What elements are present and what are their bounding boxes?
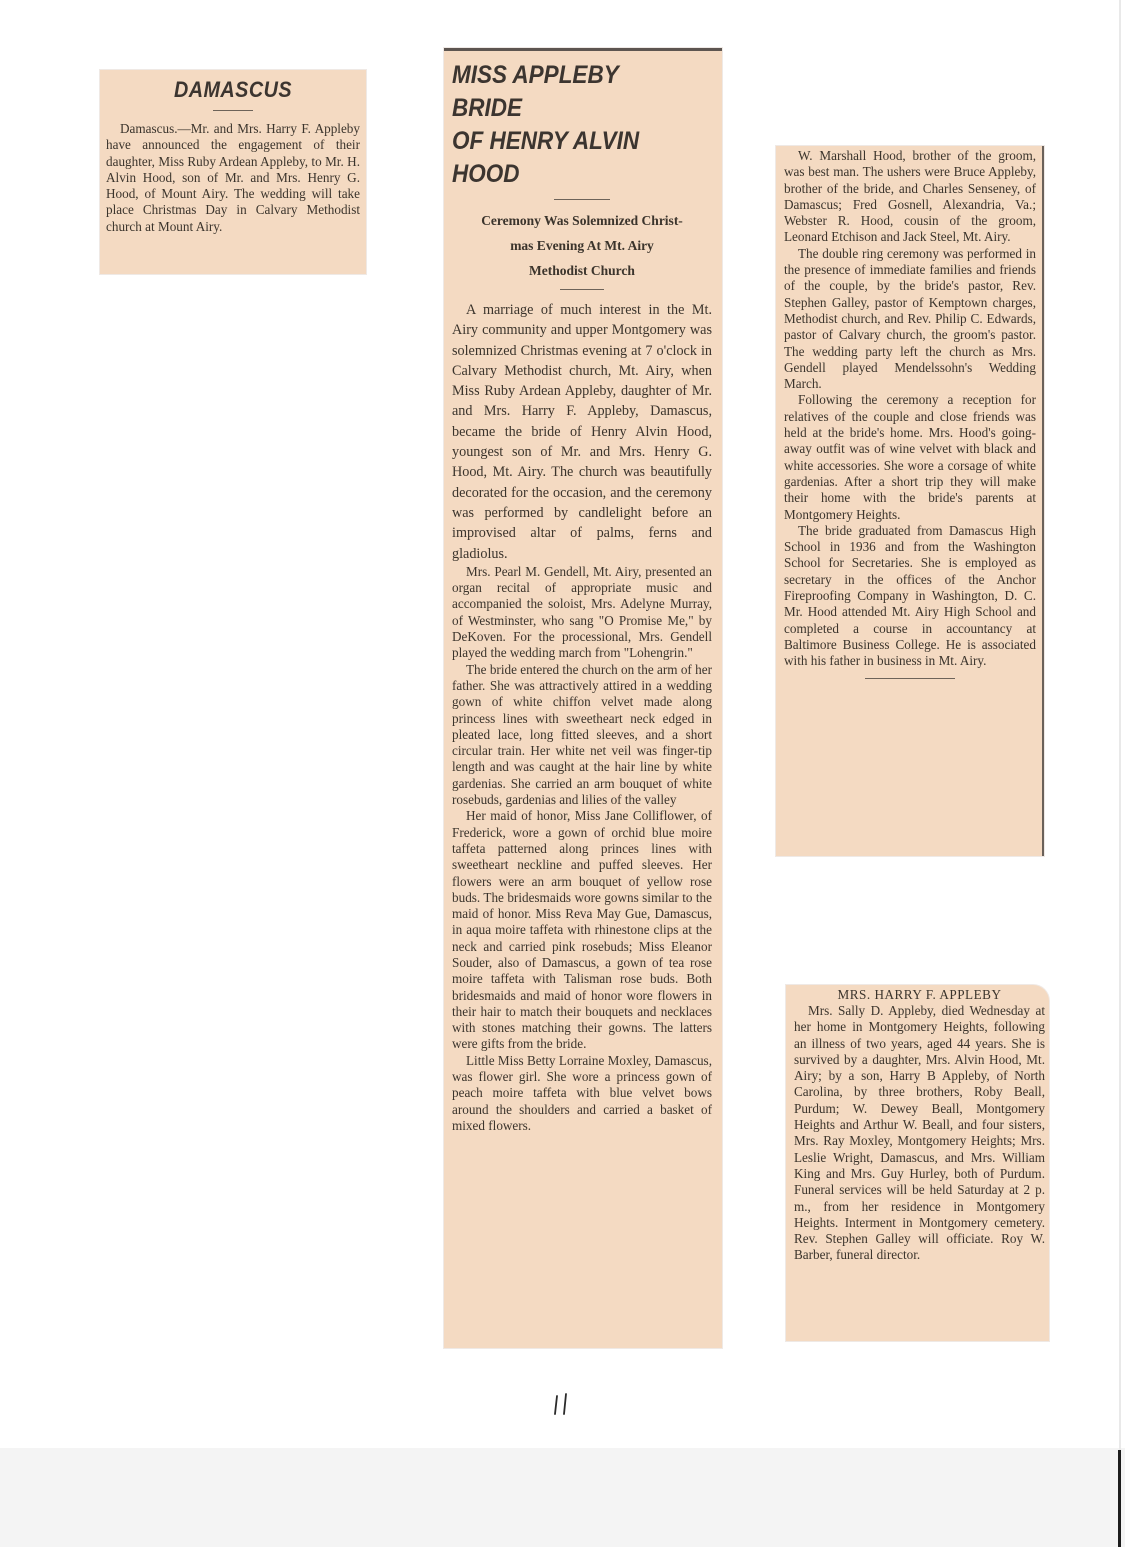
damascus-body: Damascus.—Mr. and Mrs. Harry F. Appleby have announced the engagement of their daughter, Miss Ruby Ardean Appleby, to Mr. H. Alvin Hood, son of Mr. and Mrs. Henry G. Hood, of Mount Airy. The wedding will take place Christmas Day in Calvary Methodist church at Mount Airy.: [106, 121, 360, 234]
continuation-paragraph-3: Following the ceremony a reception for relatives of the couple and close friends was held at the bride's home. Mrs. Hood's going-away outfit was of wine velvet with black and white accessories. She wore a corsage of white gardenias. After a short trip they will make their home with the bride's parents at Montgomery Heights.: [784, 392, 1036, 522]
wedding-article-clipping: [444, 48, 722, 1348]
wedding-subheadline: [452, 208, 712, 283]
obituary-title: MRS. HARRY F. APPLEBY: [837, 987, 1002, 1002]
obituary-clipping: [786, 985, 1049, 1341]
subhead-line-1: Ceremony Was Solemnized Christ-: [481, 213, 683, 228]
wedding-paragraph-1: A marriage of much interest in the Mt. Airy community and upper Montgomery was solemnized Christmas evening at 7 o'clock in Calvary Methodist church, Mt. Airy, when Miss Ruby Ardean Appleby, daughter of Mr. and Mrs. Harry F. Appleby, Damascus, became the bride of Henry Alvin Hood, youngest son of Mr. and Mrs. Henry G. Hood, Mt. Airy. The church was beautifully decorated for the occasion, and the ceremony was performed by candlelight before an improvised altar of palms, ferns and gladiolus.: [452, 302, 712, 562]
headline-rule: [554, 199, 610, 200]
damascus-engagement-clipping: [100, 70, 366, 274]
wedding-paragraph-3: The bride entered the church on the arm of her father. She was attractively attired in a wedding gown of white chiffon velvet made along princess lines with sweetheart neck edged in pleated lace, long fitted sleeves, and a short circular train. Her white net veil was finger-tip length and was caught at the hair line by white gardenias. She carried an arm bouquet of white rosebuds, gardenias and lilies of the valley: [452, 661, 712, 808]
obituary-body: Mrs. Sally D. Appleby, died Wednesday at her home in Montgomery Heights, following an illness of two years, aged 44 years. She is survived by a daughter, Mrs. Alvin Hood, Mt. Airy; by a son, Harry B Appleby, of North Carolina, by three brothers, Roby Beall, Purdum; W. Dewey Beall, Montgomery Heights and Arthur W. Beall, and four sisters, Mrs. Ray Moxley, Montgomery Heights; Mrs. Leslie Wright, Damascus, and Mrs. William King and Mrs. Guy Hurley, both of Purdum. Funeral services will be held Saturday at 2 p. m., from her residence in Montgomery Heights. Interment in Montgomery cemetery. Rev. Stephen Galley will officiate. Roy W. Barber, funeral director.: [794, 1003, 1045, 1263]
wedding-headline-line-2: OF HENRY ALVIN HOOD: [452, 127, 640, 188]
page-bottom-shade: [0, 1448, 1125, 1547]
subhead-rule: [560, 289, 604, 290]
subhead-line-2: mas Evening At Mt. Airy: [510, 238, 654, 253]
continuation-paragraph-4: The bride graduated from Damascus High School in 1936 and from the Washington School for Secretaries. She is employed as secretary in the offices of the Anchor Fireproofing Company in Washington, D. C. Mr. Hood attended Mt. Airy High School and completed a course in accountancy at Baltimore Business College. He is associated with his father in business in Mt. Airy.: [784, 522, 1036, 669]
wedding-paragraph-4: Her maid of honor, Miss Jane Colliflower, of Frederick, wore a gown of orchid blue moire taffeta patterned along princes lines with sweetheart neckline and puffed sleeves. Her flowers were an arm bouquet of yellow rose buds. The bridesmaids wore gowns similar to the maid of honor. Miss Reva May Gue, Damascus, in aqua moire taffeta with rhinestone clips at the neck and carried pink rosebuds; Miss Eleanor Souder, also of Damascus, a gown of tea rose moire taffeta with Talisman rose buds. Both bridesmaids and maid of honor wore flowers in their hair to match their bouquets and necklaces with stones matching their gowns. The latters were gifts from the bride.: [452, 808, 712, 1052]
subhead-line-3: Methodist Church: [529, 263, 635, 278]
wedding-headline-line-1: MISS APPLEBY BRIDE: [452, 61, 619, 122]
page-edge-mark: [1118, 1450, 1121, 1547]
headline-rule: [213, 110, 253, 111]
page-edge-line: [1119, 0, 1121, 1547]
wedding-paragraph-5: Little Miss Betty Lorraine Moxley, Damascus, was flower girl. She wore a princess gown of peach moire taffeta with blue velvet bows around the shoulders and carried a basket of mixed flowers.: [452, 1052, 712, 1133]
end-rule: [865, 678, 955, 679]
damascus-headline: DAMASCUS: [173, 77, 293, 102]
handwritten-page-number: [550, 1390, 580, 1420]
continuation-paragraph-2: The double ring ceremony was performed in the presence of immediate families and friends of the couple, by the bride's pastor, Rev. Stephen Galley, pastor of Kemptown charges, Methodist church, and Rev. Philip C. Edwards, pastor of Calvary church, the groom's pastor. The wedding party left the church as Mrs. Gendell played Mendelssohn's Wedding March.: [784, 245, 1036, 392]
wedding-paragraph-2: Mrs. Pearl M. Gendell, Mt. Airy, presented an organ recital of appropriate music and accompanied the soloist, Mrs. Adelyne Murray, of Westminster, who sang "O Promise Me," by DeKoven. For the processional, Mrs. Gendell played the wedding march from "Lohengrin.": [452, 563, 712, 661]
continuation-paragraph-1: W. Marshall Hood, brother of the groom, was best man. The ushers were Bruce Appleby, brother of the bride, and Charles Senseney, of Damascus; Fred Gosnell, Alexandria, Va.; Webster R. Hood, cousin of the groom, Leonard Etchison and Jack Steel, Mt. Airy.: [784, 148, 1036, 245]
wedding-continuation-clipping: [776, 146, 1044, 856]
